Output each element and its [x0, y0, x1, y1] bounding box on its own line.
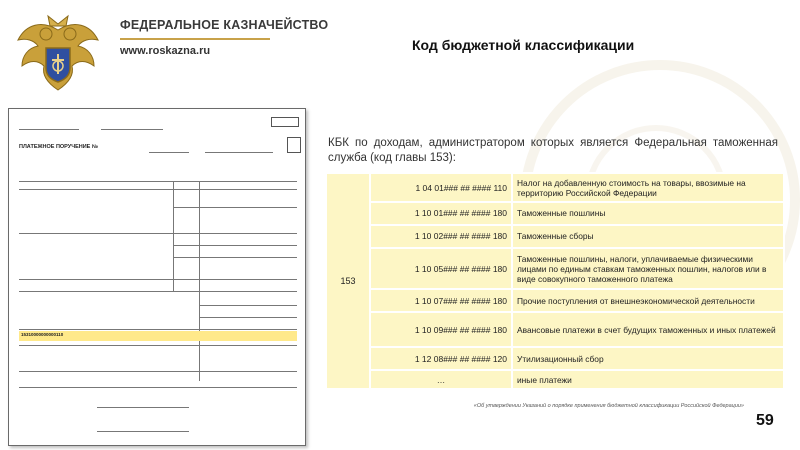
kbk-description: КБК по доходам, администратором которых является Федеральная таможенная служба (код главы 153): [328, 137, 778, 164]
form-status-box [287, 137, 301, 153]
kbk-name-cell: Таможенные пошлины [512, 202, 784, 225]
kbk-name-cell: Таможенные сборы [512, 225, 784, 248]
table-row [326, 370, 784, 389]
kbk-table [325, 172, 785, 390]
kbk-code-cell: 1 10 05### ## #### 180 [370, 248, 512, 290]
table-row [326, 202, 784, 225]
form-code-box [271, 117, 299, 127]
kbk-name-cell: Таможенные пошлины, налоги, уплачиваемые физическими лицами по единым ставкам таможенных пошлин, налогов или в виде совокупного таможенного платежа [512, 248, 784, 290]
table-row [326, 289, 784, 312]
page-number: 59 [756, 412, 774, 429]
kbk-name-cell: Утилизационный сбор [512, 347, 784, 370]
treasury-emblem-icon [12, 10, 104, 102]
form-kbk-value: 15310000000000110 [21, 332, 64, 337]
brand-block [120, 18, 328, 57]
kbk-code-cell: 1 10 02### ## #### 180 [370, 225, 512, 248]
org-name: ФЕДЕРАЛЬНОЕ КАЗНАЧЕЙСТВО [120, 18, 329, 32]
kbk-code-cell: 1 04 01### ## #### 110 [370, 173, 512, 202]
form-title: ПЛАТЕЖНОЕ ПОРУЧЕНИЕ № [19, 144, 98, 150]
payment-order-form-image [8, 108, 306, 446]
table-row [326, 347, 784, 370]
kbk-code-cell: 1 10 07### ## #### 180 [370, 289, 512, 312]
kbk-code-cell: 1 10 01### ## #### 180 [370, 202, 512, 225]
kbk-name-cell: Налог на добавленную стоимость на товары, ввозимые на территорию Российской Федерации [512, 173, 784, 202]
slide-title: Код бюджетной классификации [412, 37, 635, 53]
kbk-code-cell: 1 12 08### ## #### 120 [370, 347, 512, 370]
table-row [326, 225, 784, 248]
table-row [326, 248, 784, 290]
brand-divider [120, 38, 270, 40]
kbk-name-cell: Прочие поступления от внешнеэкономической деятельности [512, 289, 784, 312]
kbk-code-cell: 1 10 09### ## #### 180 [370, 312, 512, 347]
website-link[interactable]: www.roskazna.ru [120, 45, 211, 57]
kbk-name-cell: иные платежи [512, 370, 784, 389]
kbk-name-cell: Авансовые платежи в счет будущих таможенных и иных платежей [512, 312, 784, 347]
table-row [326, 173, 784, 202]
footnote: «Об утверждении Указаний о порядке применения бюджетной классификации Российской Федерации» [473, 403, 744, 409]
table-row [326, 312, 784, 347]
chapter-code-cell: 153 [326, 173, 370, 389]
kbk-code-cell: … [370, 370, 512, 389]
